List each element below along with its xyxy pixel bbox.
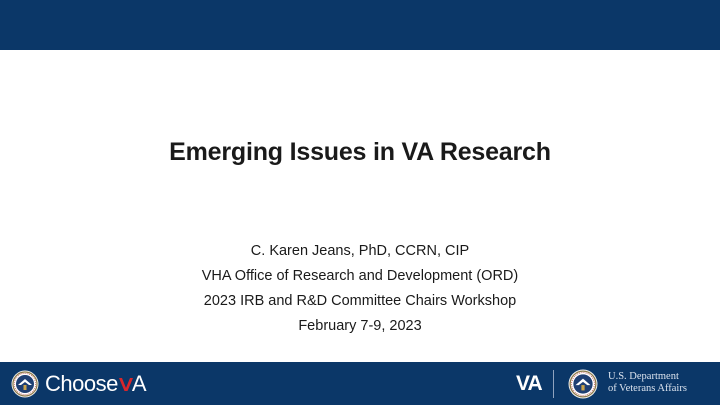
choose-va-logo xyxy=(45,368,146,400)
header-bar xyxy=(0,0,720,50)
workshop-dates: February 7-9, 2023 xyxy=(298,318,422,334)
choose-label: Choose xyxy=(45,371,118,396)
footer-divider xyxy=(553,370,554,398)
department-line1: U.S. Department xyxy=(608,371,679,382)
subtitle-block xyxy=(0,239,720,339)
slide-title: Emerging Issues in VA Research xyxy=(169,138,551,166)
check-v-icon xyxy=(118,376,132,392)
va-logo: VA xyxy=(516,372,542,395)
department-name xyxy=(608,371,687,395)
workshop-name: 2023 IRB and R&D Committee Chairs Workshop xyxy=(203,293,517,309)
presenter-office: VHA Office of Research and Development (ORD) xyxy=(201,268,519,284)
va-seal-icon xyxy=(568,369,598,399)
department-line2: of Veterans Affairs xyxy=(608,383,687,394)
choose-va-label: A xyxy=(131,371,147,396)
va-seal-icon xyxy=(11,370,39,398)
presenter-name: C. Karen Jeans, PhD, CCRN, CIP xyxy=(250,243,470,259)
